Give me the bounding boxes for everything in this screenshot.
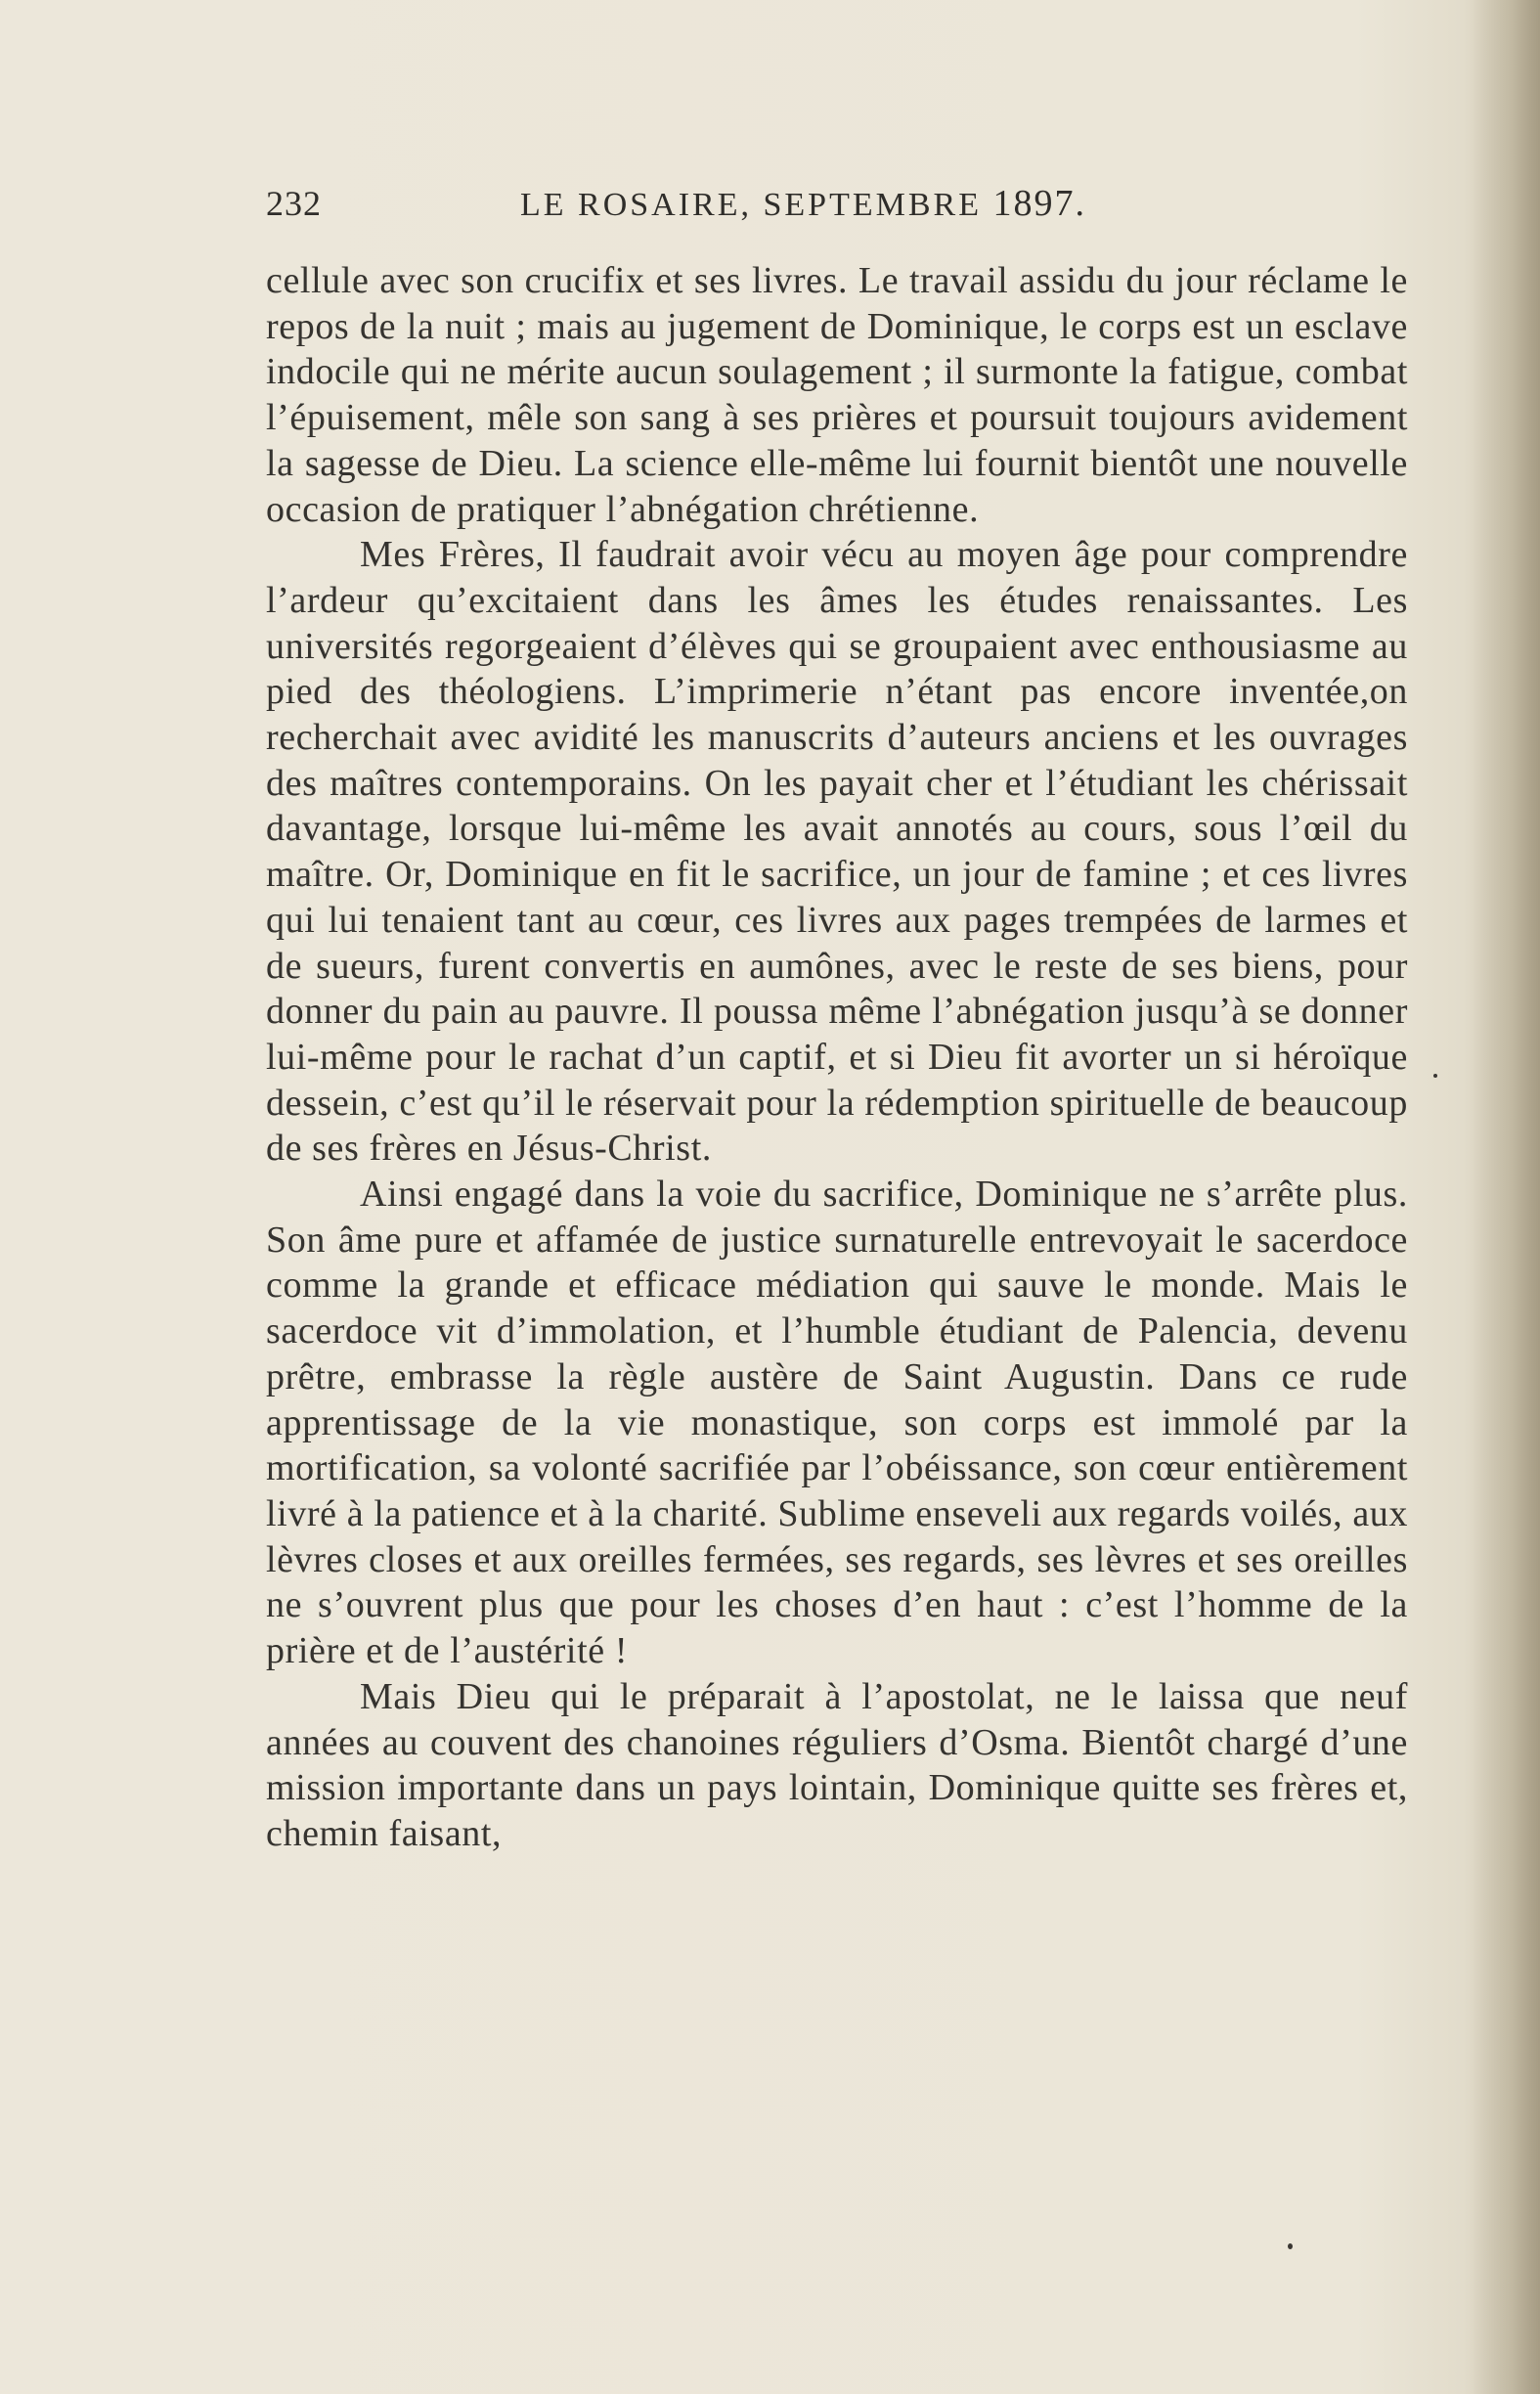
paragraph: cellule avec son crucifix et ses livres. Le travail assidu du jour réclame le repos de la nuit ; mais au jugement de Dominique, le corps est un esclave indocile qui ne mérite aucun soulagement ; il surmonte la fatigue, combat l’épuisement, mêle son sang à ses prières et poursuit toujours avidement la sagesse de Dieu. La science elle-même lui fournit bientôt une nouvelle occasion de pratiquer l’abnégation chrétienne. <box>266 260 1408 530</box>
paragraph: Ainsi engagé dans la voie du sacrifice, Dominique ne s’arrête plus. Son âme pure et affamée de justice surnaturelle entrevoyait le sacerdoce comme la grande et efficace médiation qui sauve le monde. Mais le sacerdoce vit d’immolation, et l’humble étudiant de Palencia, devenu prêtre, embrasse la règle austère de Saint Augustin. Dans ce rude apprentissage de la vie monastique, son corps est immolé par la mortification, sa volonté sacrifiée par l’obéissance, son cœur entièrement livré à la patience et à la charité. Sublime enseveli aux regards voilés, aux lèvres closes et aux oreilles fermées, ses regards, ses lèvres et ses oreilles ne s’ouvrent plus que pour les choses d’en haut : c’est l’homme de la prière et de l’austérité ! <box>266 1174 1408 1672</box>
running-title-year: 1897. <box>992 183 1086 224</box>
paragraph: Mais Dieu qui le préparait à l’apostolat, ne le laissa que neuf années au couvent des chanoines réguliers d’Osma. Bientôt chargé d’une mission importante dans un pays lointain, Dominique quitte ses frères et, chemin faisant, <box>266 1675 1408 1854</box>
page-number: 232 <box>266 184 322 223</box>
paragraph: Mes Frères, Il faudrait avoir vécu au moyen âge pour comprendre l’ardeur qu’excitaient dans les âmes les études renaissantes. Les universités regorgeaient d’élèves qui se groupaient avec enthousiasme au pied des théologiens. L’imprimerie n’étant pas encore inventée,on recherchait avec avidité les manuscrits d’auteurs anciens et les ouvrages des maîtres contemporains. On les payait cher et l’étudiant les chérissait davantage, lorsque lui-même les avait annotés au cours, sous l’œil du maître. Or, Dominique en fit le sacrifice, un jour de famine ; et ces livres qui lui tenaient tant au cœur, ces livres aux pages trempées de larmes et de sueurs, furent convertis en aumônes, avec le reste de ses biens, pour donner du pain au pauvre. Il poussa même l’abnégation jusqu’à se donner lui-même pour le rachat d’un captif, et si Dieu fit avorter un si héroïque dessein, c’est qu’il le réservait pour la rédemption spirituelle de beaucoup de ses frères en Jésus-Christ. <box>266 534 1408 1170</box>
ink-speck <box>1433 1074 1437 1078</box>
ink-speck <box>1288 2243 1293 2249</box>
body-text <box>266 258 1408 1857</box>
running-title <box>520 184 1086 225</box>
running-header <box>266 184 1412 223</box>
running-title-text: LE ROSAIRE, SEPTEMBRE <box>520 187 982 223</box>
page-edge-shadow <box>1472 0 1540 2394</box>
